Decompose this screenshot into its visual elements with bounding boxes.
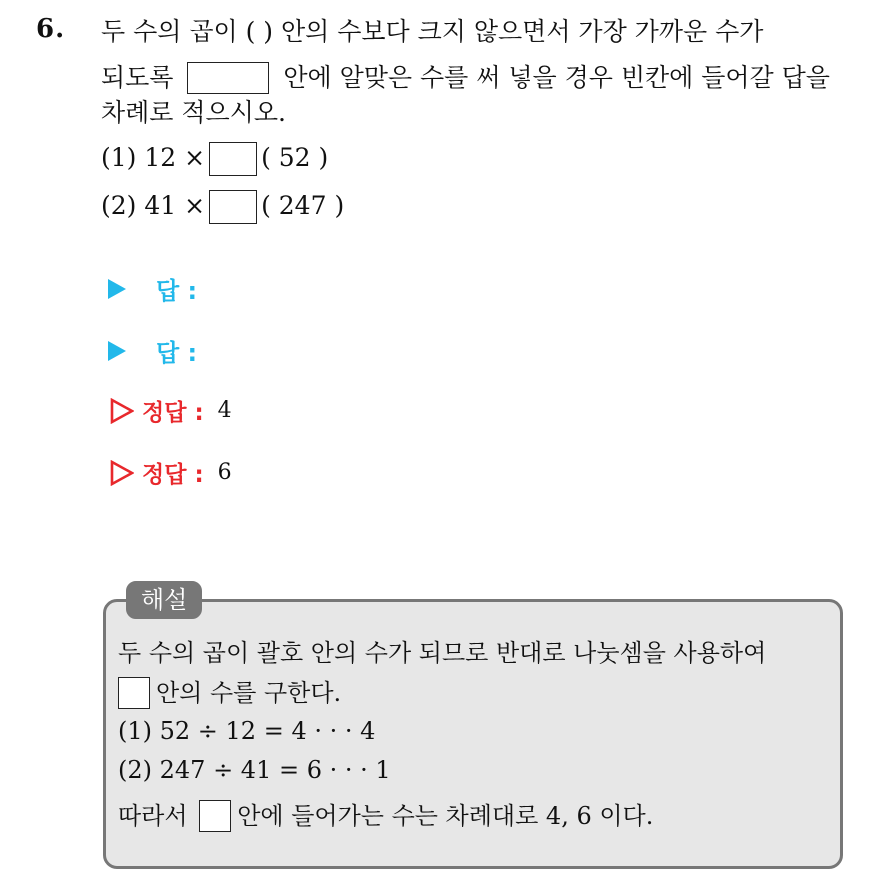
explanation-line-3: (1) 52 ÷ 12 = 4 · · · 4 [118, 717, 376, 745]
correct-answer-value: 6 [217, 460, 232, 485]
correct-answer-label: 정답 : [142, 462, 204, 488]
play-triangle-icon [108, 279, 126, 299]
question-item-2 [101, 190, 344, 225]
correct-answer-row-1 [110, 394, 232, 427]
answer-row-2[interactable] [108, 333, 197, 368]
answer-label: 답 : [156, 277, 198, 305]
explanation-line-4: (2) 247 ÷ 41 = 6 · · · 1 [118, 756, 391, 784]
item-2-prefix: (2) 41 × [101, 191, 206, 220]
correct-answer-value: 4 [217, 398, 232, 423]
question-line-2-after: 안에 알맞은 수를 써 넣을 경우 빈칸에 들어갈 답을 [283, 63, 830, 92]
explanation-blank-box-2 [199, 800, 231, 832]
item-1-prefix: (1) 12 × [101, 143, 206, 172]
question-line-2 [101, 62, 830, 96]
outline-triangle-icon [110, 460, 134, 486]
answer-label: 답 : [156, 339, 198, 367]
question-line-3: 차례로 적으시오. [101, 98, 286, 127]
explanation-line-1: 두 수의 곱이 괄호 안의 수가 되므로 반대로 나눗셈을 사용하여 [118, 639, 767, 667]
item-2-blank-box [209, 190, 257, 224]
correct-answer-row-2 [110, 456, 232, 489]
explanation-line-5-before: 따라서 [118, 802, 188, 830]
item-1-suffix: ( 52 ) [261, 143, 329, 172]
question-line-1: 두 수의 곱이 ( ) 안의 수보다 크지 않으면서 가장 가까운 수가 [101, 17, 764, 46]
blank-box [187, 62, 269, 94]
outline-triangle-icon [110, 398, 134, 424]
question-line-2-before: 되도록 [101, 63, 174, 92]
explanation-tag: 해설 [126, 581, 202, 619]
answer-row-1[interactable] [108, 271, 197, 306]
explanation-line-5-after: 안에 들어가는 수는 차례대로 4, 6 이다. [237, 802, 654, 830]
item-2-suffix: ( 247 ) [261, 191, 345, 220]
question-item-1 [101, 142, 328, 177]
explanation-blank-box [118, 677, 150, 709]
question-number: 6. [36, 14, 66, 44]
explanation-line-5 [118, 800, 653, 834]
explanation-line-2-text: 안의 수를 구한다. [156, 679, 342, 707]
item-1-blank-box [209, 142, 257, 176]
play-triangle-icon [108, 341, 126, 361]
correct-answer-label: 정답 : [142, 400, 204, 426]
explanation-line-2 [118, 677, 341, 711]
